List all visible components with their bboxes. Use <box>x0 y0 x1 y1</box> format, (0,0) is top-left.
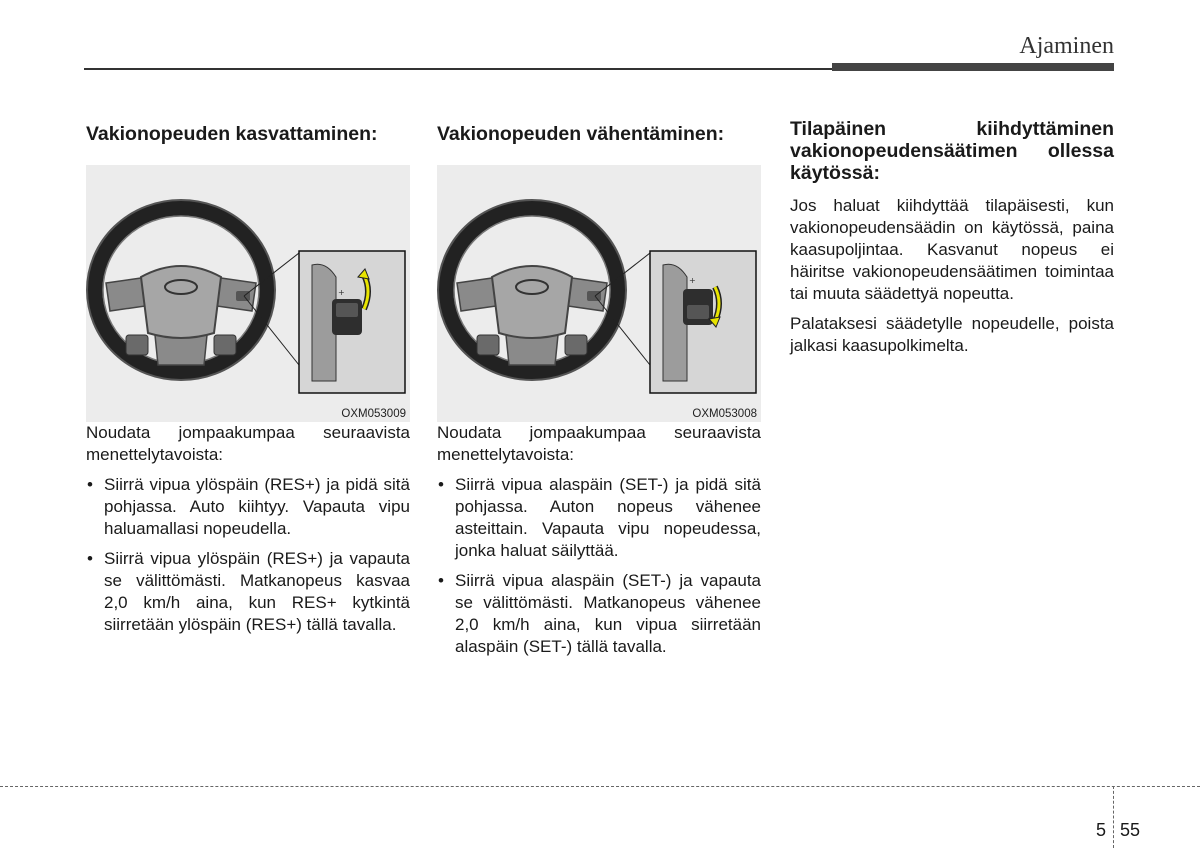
intro-text: Noudata jompaakumpaa seuraavista menettelytavoista: <box>86 423 410 464</box>
steering-wheel-illustration <box>86 165 410 422</box>
intro-text: Noudata jompaakumpaa seuraavista menettelytavoista: <box>437 423 761 464</box>
section-heading: Tilapäinen kiihdyttäminen vakionopeudensäätimen ollessa käytössä: <box>790 118 1114 184</box>
list-item: • Siirrä vipua ylöspäin (RES+) ja pidä sitä pohjassa. Auto kiihtyy. Vapauta vipu haluamallasi nopeudella. <box>86 474 410 540</box>
section-decrease-speed <box>437 118 761 666</box>
footer-divider <box>0 786 1200 787</box>
figure-code: OXM053009 <box>341 408 406 420</box>
header-rule-accent <box>832 63 1114 71</box>
bullet-list <box>437 474 761 658</box>
header-rule <box>84 68 832 70</box>
paragraph: Jos haluat kiihdyttää tilapäisesti, kun vakionopeudensäädin on käytössä, paina kaasupoljintaa. Kasvanut nopeus ei häiritse vakionopeudensäätimen toimintaa tai muuta säädettyä nopeutta. <box>790 196 1114 303</box>
list-item: • Siirrä vipua ylöspäin (RES+) ja vapauta se välittömästi. Matkanopeus kasvaa 2,0 km/h aina, kun RES+ kytkintä siirretään ylöspäin (RES+) tällä tavalla. <box>86 548 410 636</box>
steering-wheel-illustration <box>437 165 761 422</box>
bullet-list <box>86 474 410 636</box>
paragraph: Palataksesi säädetylle nopeudelle, poista jalkasi kaasupolkimelta. <box>790 314 1114 355</box>
section-heading: Vakionopeuden vähentäminen: <box>437 123 725 145</box>
chapter-number: 5 <box>1096 820 1107 840</box>
steering-wheel-figure <box>86 165 410 422</box>
svg-text:+: + <box>338 288 345 297</box>
section-increase-speed <box>86 118 410 644</box>
footer-page-divider <box>1113 786 1114 848</box>
section-temporary-acceleration <box>790 118 1114 357</box>
svg-text:+: + <box>689 276 696 285</box>
section-heading: Vakionopeuden kasvattaminen: <box>86 123 378 145</box>
list-item: • Siirrä vipua alaspäin (SET-) ja vapauta se välittömästi. Matkanopeus vähenee 2,0 km/h aina, kun vipua siirretään alaspäin (SET-) tällä tavalla. <box>437 570 761 658</box>
figure-code: OXM053008 <box>692 408 757 420</box>
chapter-title: Ajaminen <box>1019 33 1114 59</box>
page-number: 55 <box>1120 820 1141 840</box>
list-item: • Siirrä vipua alaspäin (SET-) ja pidä sitä pohjassa. Auton nopeus vähenee asteittain. Vapauta vipu nopeudessa, jonka haluat säilyttää. <box>437 474 761 562</box>
steering-wheel-figure <box>437 165 761 422</box>
